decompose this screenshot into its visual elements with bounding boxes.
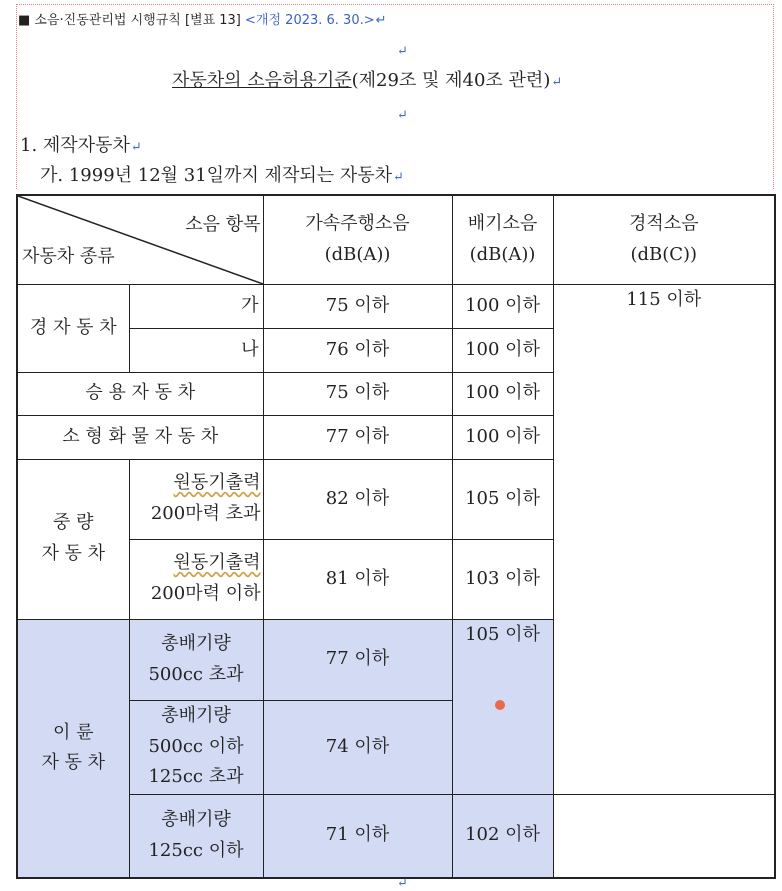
cursor-dot bbox=[495, 700, 505, 710]
paragraph-mark-icon: ↵ bbox=[375, 13, 387, 28]
paragraph-mark-icon: ↵ bbox=[397, 876, 408, 891]
horn-noise-header: 경적소음 (dB(C)) bbox=[553, 195, 775, 284]
table-row bbox=[17, 794, 775, 878]
vehicle-type-label: 자동차 종류 bbox=[22, 246, 115, 267]
heavy-vehicle-label: 중 량 자 동 차 bbox=[17, 459, 129, 619]
paragraph-mark-icon: ↵ bbox=[397, 108, 408, 123]
small-truck-label: 소 형 화 물 자 동 차 bbox=[17, 415, 263, 459]
title-main: 자동차의 소음허용기준 bbox=[172, 70, 352, 91]
table-header-row bbox=[17, 195, 775, 284]
twowheel-r1-accel: 77 이하 bbox=[263, 619, 452, 700]
twowheel-r2-accel: 74 이하 bbox=[263, 700, 452, 794]
light-ga-exhaust: 100 이하 bbox=[452, 284, 553, 328]
heavy-r2-exhaust: 103 이하 bbox=[452, 539, 553, 619]
diagonal-header-cell bbox=[17, 195, 263, 284]
noise-item-label: 소음 항목 bbox=[185, 214, 261, 235]
heavy-r1-exhaust: 105 이하 bbox=[452, 459, 553, 539]
light-ga-label: 가 bbox=[129, 284, 263, 328]
law-reference: ■ 소음·진동관리법 시행규칙 [별표 13] bbox=[18, 13, 241, 28]
heavy-under-200hp-label: 원동기출력 200마력 이하 bbox=[129, 539, 263, 619]
heavy-r2-accel: 81 이하 bbox=[263, 539, 452, 619]
twowheel-under-125cc-label: 총배기량 125cc 이하 bbox=[129, 794, 263, 878]
paragraph-mark-icon: ↵ bbox=[397, 44, 408, 59]
paragraph-mark-icon: ↵ bbox=[551, 75, 563, 90]
paragraph-mark-icon: ↵ bbox=[130, 140, 142, 155]
passenger-accel: 75 이하 bbox=[263, 372, 452, 415]
title-suffix: (제29조 및 제40조 관련) bbox=[351, 70, 551, 91]
light-ga-accel: 75 이하 bbox=[263, 284, 452, 328]
section-heading: 1. 제작자동차↵ bbox=[20, 135, 142, 156]
two-wheel-vehicle-label: 이 륜 자 동 차 bbox=[17, 619, 129, 878]
light-na-accel: 76 이하 bbox=[263, 328, 452, 372]
twowheel-r12-exhaust: 105 이하 bbox=[452, 619, 553, 794]
document-title bbox=[172, 66, 562, 92]
small-truck-accel: 77 이하 bbox=[263, 415, 452, 459]
light-na-label: 나 bbox=[129, 328, 263, 372]
accel-noise-header: 가속주행소음 (dB(A)) bbox=[263, 195, 452, 284]
twowheel-r3-exhaust: 102 이하 bbox=[452, 794, 553, 878]
paragraph-mark-icon: ↵ bbox=[393, 170, 404, 185]
table-row bbox=[17, 284, 775, 328]
twowheel-125-500cc-label: 총배기량 500cc 이하 125cc 초과 bbox=[129, 700, 263, 794]
twowheel-over-500cc-label: 총배기량 500cc 초과 bbox=[129, 619, 263, 700]
light-vehicle-label: 경 자 동 차 bbox=[17, 284, 129, 372]
small-truck-exhaust: 100 이하 bbox=[452, 415, 553, 459]
heavy-over-200hp-label: 원동기출력 200마력 초과 bbox=[129, 459, 263, 539]
twowheel-r3-accel: 71 이하 bbox=[263, 794, 452, 878]
exhaust-noise-header: 배기소음 (dB(A)) bbox=[452, 195, 553, 284]
passenger-exhaust: 100 이하 bbox=[452, 372, 553, 415]
law-header bbox=[18, 9, 387, 28]
horn-limit-cell: 115 이하 bbox=[553, 284, 775, 794]
passenger-vehicle-label: 승 용 자 동 차 bbox=[17, 372, 263, 415]
revision-date: <개정 2023. 6. 30.> bbox=[245, 13, 375, 28]
noise-limit-table bbox=[16, 194, 776, 879]
light-na-exhaust: 100 이하 bbox=[452, 328, 553, 372]
heavy-r1-accel: 82 이하 bbox=[263, 459, 452, 539]
subsection-heading: 가. 1999년 12월 31일까지 제작되는 자동차↵ bbox=[40, 165, 404, 186]
